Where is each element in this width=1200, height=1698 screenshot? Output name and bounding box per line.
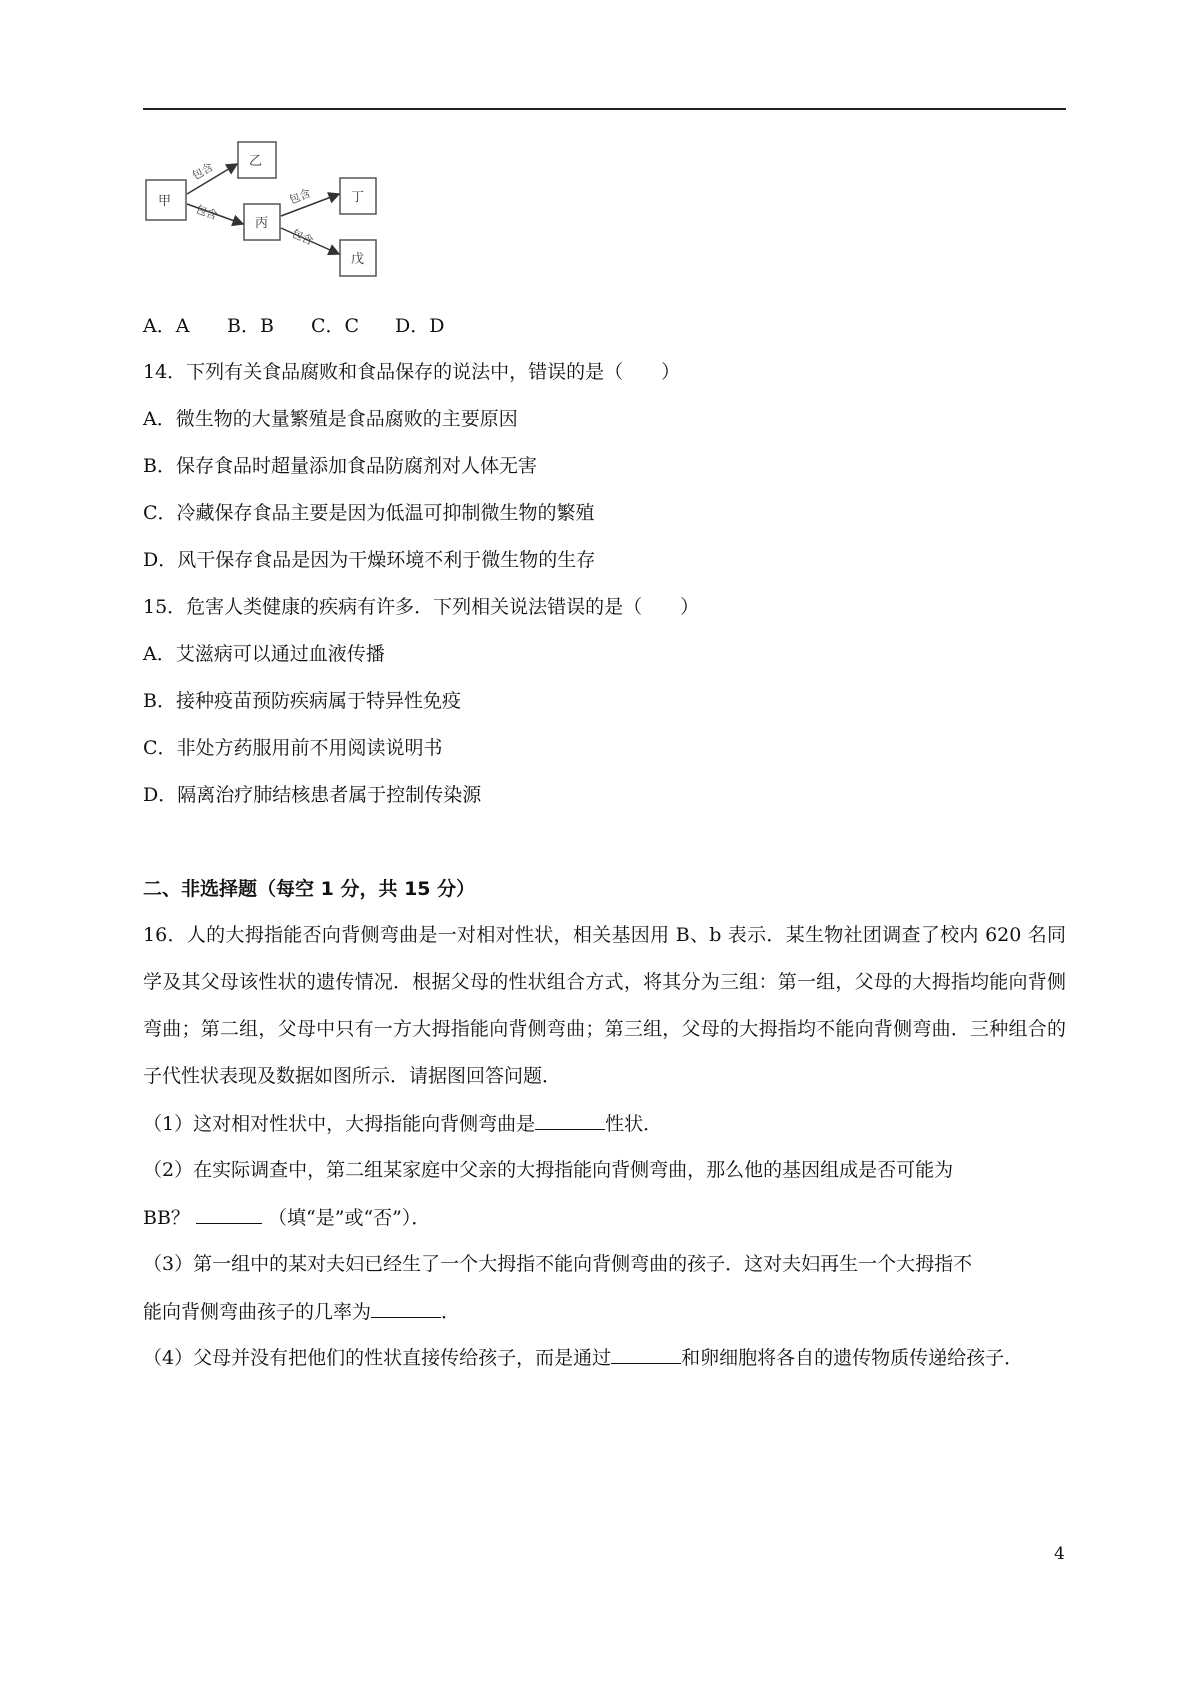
q14-option-b: B．保存食品时超量添加食品防腐剂对人体无害 <box>143 455 537 477</box>
q16-part-1 <box>143 1111 662 1136</box>
answer-blank-4[interactable] <box>611 1345 681 1364</box>
q14-stem: 14．下列有关食品腐败和食品保存的说法中，错误的是（ ） <box>143 361 681 383</box>
node-yi: 乙 <box>249 154 263 169</box>
q14-option-a: A．微生物的大量繁殖是食品腐败的主要原因 <box>143 408 518 430</box>
q16-part-4-suffix: 和卵细胞将各自的遗传物质传递给孩子． <box>681 1347 1024 1369</box>
q16-stem: 16．人的大拇指能否向背侧弯曲是一对相对性状，相关基因用 B、b 表示．某生物社团调查了校内 620 名同学及其父母该性状的遗传情况．根据父母的性状组合方式，将其分为三组：第一组，父母的大拇指均能向背侧弯曲；第二组，父母中只有一方大拇指能向背侧弯曲；第三组，父母的大拇指均不能向背侧弯曲．三种组合的子代性状表现及数据如图所示．请据图回答问题． <box>143 924 1066 1087</box>
q13-choice-b: B．B <box>227 315 274 337</box>
q16-part-1-text: （1）这对相对性状中，大拇指能向背侧弯曲是 <box>143 1113 536 1135</box>
inclusion-diagram <box>143 140 423 298</box>
q16-part-3-suffix: ． <box>441 1301 461 1323</box>
q16-part-2-line1: （2）在实际调查中，第二组某家庭中父亲的大拇指能向背侧弯曲，那么他的基因组成是否可能为 <box>143 1159 954 1181</box>
answer-blank-2[interactable] <box>196 1205 262 1224</box>
node-bing: 丙 <box>255 216 269 231</box>
page-number: 4 <box>1054 1544 1065 1564</box>
q16-part-3-line1: （3）第一组中的某对夫妇已经生了一个大拇指不能向背侧弯曲的孩子．这对夫妇再生一个大拇指不 <box>143 1253 973 1275</box>
q13-choice-d: D．D <box>395 315 445 337</box>
answer-blank-1[interactable] <box>535 1111 605 1130</box>
answer-blank-3[interactable] <box>371 1299 441 1318</box>
q15-option-b: B．接种疫苗预防疾病属于特异性免疫 <box>143 690 461 712</box>
edge-label-2: 包含 <box>193 202 220 223</box>
header-rule <box>143 108 1066 110</box>
node-wu: 戊 <box>351 252 365 267</box>
edge-label-1: 包含 <box>190 160 216 183</box>
node-ding: 丁 <box>351 190 365 205</box>
edge-label-4: 包含 <box>289 226 316 248</box>
q16-part-2-prefix: BB？ <box>143 1207 190 1229</box>
node-jia: 甲 <box>158 194 172 209</box>
q13-choice-a: A．A <box>143 315 190 337</box>
q14-option-d: D．风干保存食品是因为干燥环境不利于微生物的生存 <box>143 549 596 571</box>
edge-label-3: 包含 <box>287 186 313 207</box>
q16-part-3-prefix: 能向背侧弯曲孩子的几率为 <box>143 1301 372 1323</box>
q15-option-a: A．艾滋病可以通过血液传播 <box>143 643 385 665</box>
q16-part-2-line2 <box>143 1205 430 1230</box>
q16-part-4 <box>143 1335 1066 1382</box>
q16-part-1-suffix: 性状． <box>605 1113 663 1135</box>
q15-stem: 15．危害人类健康的疾病有许多．下列相关说法错误的是（ ） <box>143 596 700 618</box>
q16-part-2-suffix: （填“是”或“否”）． <box>268 1207 431 1229</box>
q16-part-4-prefix: （4）父母并没有把他们的性状直接传给孩子，而是通过 <box>143 1347 612 1369</box>
q15-option-d: D．隔离治疗肺结核患者属于控制传染源 <box>143 784 482 806</box>
q15-option-c: C．非处方药服用前不用阅读说明书 <box>143 737 443 759</box>
q16-part-3-line2 <box>143 1299 460 1324</box>
section-2-heading: 二、非选择题（每空 1 分，共 15 分） <box>143 878 476 900</box>
q13-choice-c: C．C <box>311 315 360 337</box>
q13-choices <box>143 314 444 338</box>
q14-option-c: C．冷藏保存食品主要是因为低温可抑制微生物的繁殖 <box>143 502 595 524</box>
